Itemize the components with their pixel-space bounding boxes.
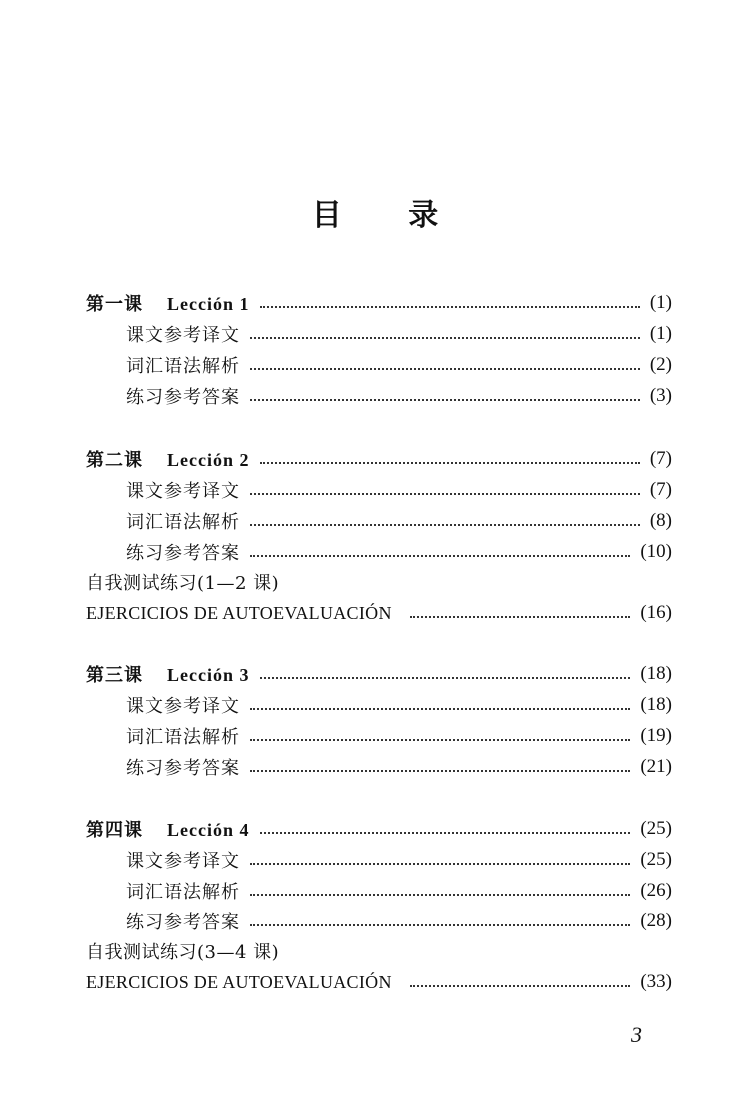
page-number: (16) [640, 602, 672, 623]
dot-leader [250, 924, 630, 926]
page-number: (28) [640, 910, 672, 931]
dot-leader [260, 462, 640, 464]
dot-leader [250, 337, 640, 339]
toc-item[interactable]: 词汇语法解析 (2) [126, 354, 672, 377]
toc-self-test-heading[interactable]: 自我测试练习(1—2 课) [86, 573, 280, 594]
page-number: (8) [649, 510, 672, 531]
dot-leader [250, 739, 630, 741]
page-folio: 3 [631, 1022, 642, 1047]
page-number: (7) [649, 448, 672, 469]
page-number: (18) [640, 663, 672, 684]
dot-leader [260, 677, 631, 679]
toc-self-test-heading[interactable]: 自我测试练习(3—4 课) [86, 942, 280, 963]
toc-item[interactable]: 练习参考答案 (10) [126, 541, 672, 564]
dot-leader [250, 708, 630, 710]
page-number: (10) [640, 541, 672, 562]
page-number: (18) [640, 694, 672, 715]
dot-leader [260, 832, 631, 834]
dot-leader [410, 985, 631, 987]
page-number: (19) [640, 725, 672, 746]
toc-item[interactable]: 课文参考译文 (25) [126, 849, 672, 872]
dot-leader [250, 524, 640, 526]
dot-leader [250, 399, 640, 401]
toc-lesson-3[interactable] [86, 659, 672, 689]
dot-leader [250, 894, 630, 896]
toc-item[interactable]: 课文参考译文 (18) [126, 694, 672, 717]
page-number: (1) [649, 323, 672, 344]
toc-lesson-1[interactable] [86, 288, 672, 318]
page-number: (7) [649, 479, 672, 500]
dot-leader [250, 770, 630, 772]
page-number: (25) [640, 818, 672, 839]
toc-item[interactable]: 词汇语法解析 (19) [126, 725, 672, 748]
page-number: (25) [640, 849, 672, 870]
dot-leader [260, 306, 640, 308]
toc-lesson-4[interactable] [86, 814, 672, 844]
toc-item[interactable]: 词汇语法解析 (26) [126, 880, 672, 903]
lesson-title: 第一课 Lección 1 [86, 294, 250, 315]
lesson-title: 第二课 Lección 2 [86, 450, 250, 471]
toc-self-test[interactable]: EJERCICIOS DE AUTOEVALUACIÓN (16) [86, 602, 672, 623]
page-number: (33) [640, 971, 672, 992]
dot-leader [250, 493, 640, 495]
title-char-2: 录 [408, 198, 439, 233]
toc-lesson-2[interactable] [86, 444, 672, 474]
toc-item[interactable]: 练习参考答案 (21) [126, 756, 672, 779]
page-number: (1) [649, 292, 672, 313]
title-char-1: 目 [311, 198, 342, 233]
dot-leader [250, 368, 640, 370]
dot-leader [250, 555, 630, 557]
dot-leader [250, 863, 630, 865]
lesson-title: 第四课 Lección 4 [86, 820, 250, 841]
toc-self-test[interactable]: EJERCICIOS DE AUTOEVALUACIÓN (33) [86, 971, 672, 992]
dot-leader [410, 616, 631, 618]
toc-item[interactable]: 练习参考答案 (28) [126, 910, 672, 933]
toc-item[interactable]: 课文参考译文 (7) [126, 479, 672, 502]
page-number: (26) [640, 880, 672, 901]
toc-item[interactable]: 练习参考答案 (3) [126, 385, 672, 408]
page-number: (3) [649, 385, 672, 406]
toc-item[interactable]: 课文参考译文 (1) [126, 323, 672, 346]
toc-item[interactable]: 词汇语法解析 (8) [126, 510, 672, 533]
page-number: (21) [640, 756, 672, 777]
page-number: (2) [649, 354, 672, 375]
lesson-title: 第三课 Lección 3 [86, 665, 250, 686]
